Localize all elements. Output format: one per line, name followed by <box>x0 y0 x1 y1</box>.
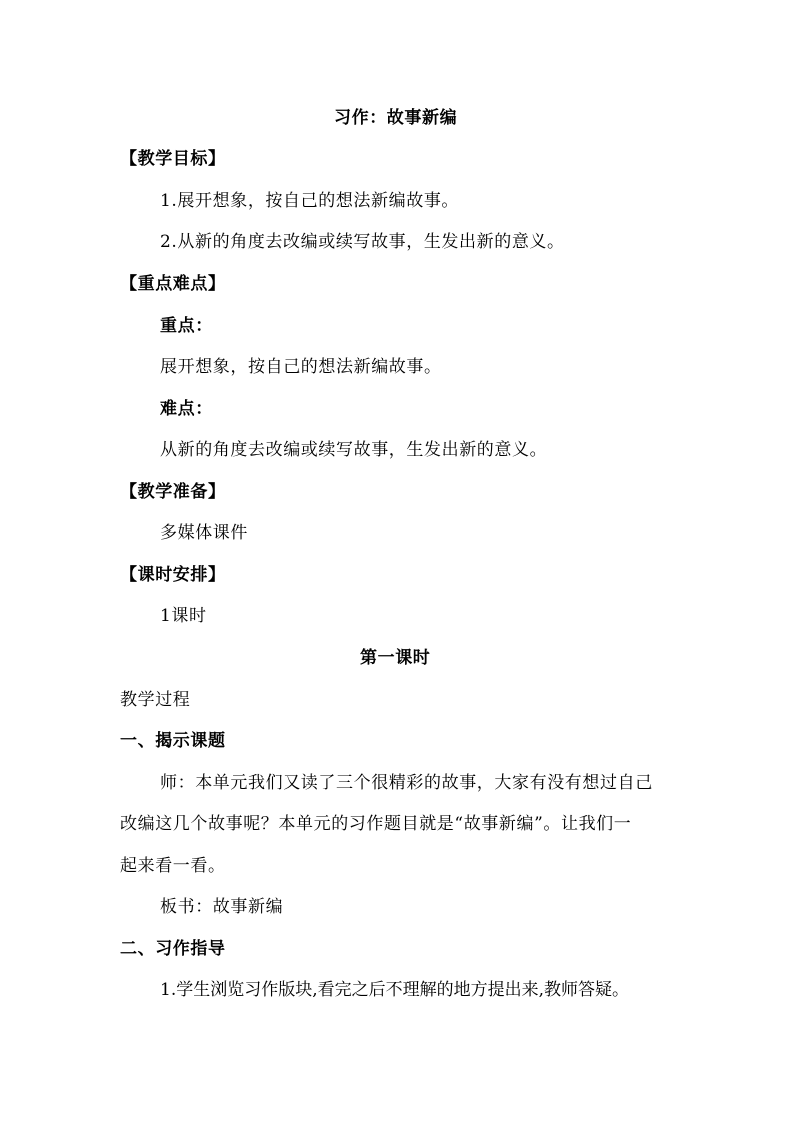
objective-item-1: 1.展开想象，按自己的想法新编故事。 <box>160 191 460 211</box>
section1-board-note: 板书：故事新编 <box>160 897 284 917</box>
key-points-heading: 【重点难点】 <box>120 274 226 294</box>
preparation-heading: 【教学准备】 <box>120 482 226 502</box>
section2-item-1: 1.学生浏览习作版块,看完之后不理解的地方提出来,教师答疑。 <box>160 980 630 1000</box>
section1-paragraph-line-1: 师：本单元我们又读了三个很精彩的故事，大家有没有想过自己 <box>160 773 653 793</box>
preparation-text: 多媒体课件 <box>160 523 248 543</box>
schedule-heading: 【课时安排】 <box>120 565 226 585</box>
schedule-text: 1课时 <box>160 606 207 626</box>
section1-paragraph-line-2: 改编这几个故事呢？本单元的习作题目就是“故事新编”。让我们一 <box>120 814 632 834</box>
focus-label: 重点： <box>160 316 213 336</box>
section2-heading: 二、习作指导 <box>120 939 226 959</box>
process-label: 教学过程 <box>120 690 191 710</box>
difficulty-text: 从新的角度去改编或续写故事，生发出新的意义。 <box>160 440 548 460</box>
objective-item-2: 2.从新的角度去改编或续写故事，生发出新的意义。 <box>160 232 565 252</box>
difficulty-label: 难点： <box>160 399 213 419</box>
section1-heading: 一、揭示课题 <box>120 731 226 751</box>
objectives-heading: 【教学目标】 <box>120 149 226 169</box>
lesson-title: 第一课时 <box>360 648 431 668</box>
focus-text: 展开想象，按自己的想法新编故事。 <box>160 357 442 377</box>
document-title: 习作：故事新编 <box>334 108 458 128</box>
section1-paragraph-line-3: 起来看一看。 <box>120 856 226 876</box>
